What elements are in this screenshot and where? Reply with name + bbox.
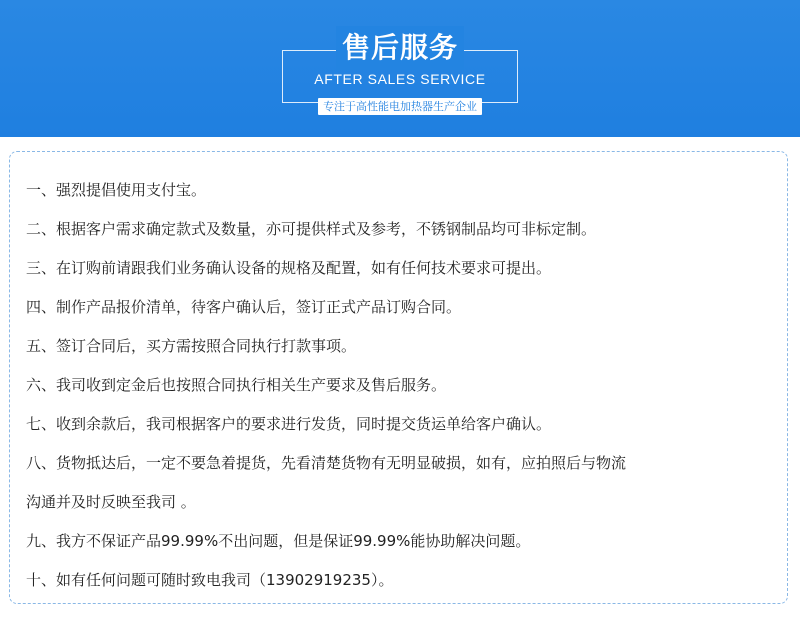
list-item: 六、我司收到定金后也按照合同执行相关生产要求及售后服务。 <box>26 376 447 394</box>
tagline-wrap <box>0 95 800 115</box>
list-item: 一、强烈提倡使用支付宝。 <box>26 181 207 199</box>
list-item: 八、货物抵达后，一定不要急着提货，先看清楚货物有无明显破损，如有，应拍照后与物流 <box>26 454 627 472</box>
list-item: 九、我方不保证产品99.99%不出问题，但是保证99.99%能协助解决问题。 <box>26 532 531 550</box>
list-item: 四、制作产品报价清单，待客户确认后，签订正式产品订购合同。 <box>26 298 462 316</box>
terms-list <box>26 171 781 600</box>
list-item: 五、签订合同后，买方需按照合同执行打款事项。 <box>26 337 357 355</box>
list-item: 十、如有任何问题可随时致电我司（13902919235）。 <box>26 571 394 589</box>
list-item: 沟通并及时反映至我司 。 <box>26 493 196 511</box>
page-subtitle: AFTER SALES SERVICE <box>314 71 486 87</box>
list-item: 三、在订购前请跟我们业务确认设备的规格及配置，如有任何技术要求可提出。 <box>26 259 552 277</box>
list-item: 七、收到余款后，我司根据客户的要求进行发货，同时提交货运单给客户确认。 <box>26 415 552 433</box>
tagline-badge: 专注于高性能电加热器生产企业 <box>318 98 482 115</box>
terms-box <box>9 151 788 604</box>
list-item: 二、根据客户需求确定款式及数量，亦可提供样式及参考，不锈钢制品均可非标定制。 <box>26 220 597 238</box>
page-title-wrap <box>0 26 800 70</box>
page-title: 售后服务 <box>336 26 464 70</box>
header-banner <box>0 0 800 137</box>
